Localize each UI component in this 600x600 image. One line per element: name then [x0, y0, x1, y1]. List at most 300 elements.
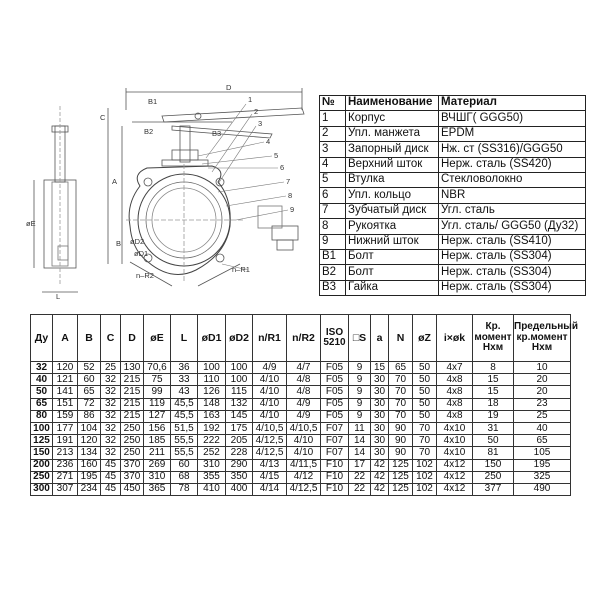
dimensions-cell: 191	[53, 435, 78, 447]
dimensions-row	[31, 471, 571, 483]
dimensions-cell: 86	[78, 410, 101, 422]
parts-cell-material: NBR	[439, 188, 586, 203]
dimensions-cell: 365	[144, 483, 171, 495]
dimensions-cell-nominal-diameter: 50	[31, 386, 53, 398]
dimensions-header-cell: C	[101, 315, 121, 362]
dimensions-cell: 127	[144, 410, 171, 422]
drawing-label-d: D	[226, 83, 232, 92]
dimensions-cell: 25	[514, 410, 571, 422]
dimensions-cell: 30	[371, 422, 389, 434]
dimensions-header-cell: Кр. момент Нхм	[473, 315, 514, 362]
dimensions-cell-nominal-diameter: 65	[31, 398, 53, 410]
dimensions-table	[30, 314, 578, 496]
drawing-label-9: 9	[290, 205, 295, 214]
dimensions-cell: 30	[371, 374, 389, 386]
dimensions-cell: 115	[226, 386, 253, 398]
dimensions-cell: 55,5	[171, 447, 198, 459]
dimensions-cell: 307	[53, 483, 78, 495]
dimensions-cell: 4x10	[437, 422, 473, 434]
dimensions-cell-nominal-diameter: 200	[31, 459, 53, 471]
parts-cell-material: Нерж. сталь (SS420)	[439, 157, 586, 172]
dimensions-cell: 102	[413, 483, 437, 495]
dimensions-cell: 4x7	[437, 362, 473, 374]
dimensions-cell: 102	[413, 471, 437, 483]
side-view	[34, 106, 78, 292]
dimensions-cell: 23	[514, 398, 571, 410]
parts-cell-number: 3	[320, 142, 346, 157]
dimensions-cell: 70	[413, 447, 437, 459]
dimensions-cell: 9	[349, 374, 371, 386]
dimensions-cell: 175	[226, 422, 253, 434]
drawing-label-7: 7	[286, 177, 291, 186]
dimensions-cell: 4/15	[253, 471, 287, 483]
dimensions-cell: 100	[226, 374, 253, 386]
dimensions-cell: 269	[144, 459, 171, 471]
dimensions-cell: 145	[226, 410, 253, 422]
dimensions-cell: 4/7	[287, 362, 321, 374]
dimensions-cell: 17	[349, 459, 371, 471]
dimensions-cell: 195	[514, 459, 571, 471]
parts-cell-material: Нж. ст (SS316)/GGG50	[439, 142, 586, 157]
dimensions-cell: 33	[171, 374, 198, 386]
dimensions-cell: 400	[226, 483, 253, 495]
parts-cell-number: B2	[320, 265, 346, 280]
parts-row	[320, 157, 586, 172]
parts-cell-number: 5	[320, 172, 346, 187]
dimensions-cell: 8	[473, 362, 514, 374]
drawing-label-8: 8	[288, 191, 293, 200]
dimensions-cell: 252	[198, 447, 226, 459]
dimensions-cell: 70	[389, 410, 413, 422]
drawing-label-6: 6	[280, 163, 285, 172]
dimensions-header-cell: øE	[144, 315, 171, 362]
dimensions-header-cell: B	[78, 315, 101, 362]
dimensions-cell: 50	[413, 374, 437, 386]
dimensions-cell: 125	[389, 459, 413, 471]
dimensions-cell: 4/10	[287, 435, 321, 447]
dimensions-cell: 370	[121, 459, 144, 471]
parts-cell-name: Болт	[346, 249, 439, 264]
dimensions-cell: 100	[226, 362, 253, 374]
dimensions-cell: 4/9	[287, 410, 321, 422]
parts-cell-number: 6	[320, 188, 346, 203]
dimensions-cell: 50	[413, 386, 437, 398]
parts-cell-material: ВЧШГ( GGG50)	[439, 111, 586, 126]
dimensions-cell: 32	[101, 422, 121, 434]
dimensions-cell: 4x12	[437, 471, 473, 483]
dimensions-cell: 31	[473, 422, 514, 434]
dimensions-cell: 70	[389, 374, 413, 386]
dimensions-header-cell: i×øk	[437, 315, 473, 362]
dimensions-cell: 4/12	[287, 471, 321, 483]
parts-cell-name: Запорный диск	[346, 142, 439, 157]
parts-cell-material: Нерж. сталь (SS410)	[439, 234, 586, 249]
dimensions-cell: 100	[198, 362, 226, 374]
valve-technical-drawing	[22, 83, 312, 301]
dimensions-cell: 4/10,5	[287, 422, 321, 434]
drawing-label-4: 4	[266, 137, 271, 146]
dimensions-header-cell: □S	[349, 315, 371, 362]
dimensions-cell: 9	[349, 398, 371, 410]
dimensions-cell: 110	[198, 374, 226, 386]
drawing-label-b1: B1	[148, 97, 158, 106]
dimensions-cell: 32	[101, 447, 121, 459]
dimensions-cell: 4/10	[253, 374, 287, 386]
parts-cell-name: Болт	[346, 265, 439, 280]
dimensions-cell: 90	[389, 447, 413, 459]
dimensions-cell: 4x8	[437, 386, 473, 398]
dimensions-row	[31, 362, 571, 374]
dimensions-cell: 125	[389, 483, 413, 495]
dimensions-cell: 4x12	[437, 483, 473, 495]
dimensions-header-row	[31, 315, 571, 362]
dimensions-cell: 99	[144, 386, 171, 398]
dimensions-cell: 70	[413, 435, 437, 447]
parts-cell-material: Нерж. сталь (SS304)	[439, 265, 586, 280]
drawing-label-b3: B3	[212, 129, 222, 138]
drawing-label-a: A	[112, 177, 118, 186]
dimensions-header-cell: n/R1	[253, 315, 287, 362]
dimensions-cell: 65	[78, 386, 101, 398]
parts-cell-number: 4	[320, 157, 346, 172]
dimensions-cell: 148	[198, 398, 226, 410]
dimensions-cell: 90	[389, 422, 413, 434]
dimensions-row	[31, 398, 571, 410]
dimensions-cell: 250	[121, 447, 144, 459]
dimensions-cell: 4x8	[437, 374, 473, 386]
dimensions-cell: 102	[413, 459, 437, 471]
dimensions-header-cell: øD2	[226, 315, 253, 362]
dimensions-cell: 32	[101, 435, 121, 447]
dimensions-cell: 70	[389, 386, 413, 398]
dimensions-cell: 134	[78, 447, 101, 459]
dimensions-cell: 159	[53, 410, 78, 422]
parts-cell-material: Угл. сталь/ GGG50 (Ду32)	[439, 219, 586, 234]
dimensions-cell: 4x12	[437, 459, 473, 471]
dimensions-cell-nominal-diameter: 250	[31, 471, 53, 483]
dimensions-cell: 215	[121, 374, 144, 386]
dimensions-cell: 4/12,5	[287, 483, 321, 495]
dimensions-cell: 4/11,5	[287, 459, 321, 471]
dimensions-cell: 192	[198, 422, 226, 434]
dimensions-cell: 20	[514, 374, 571, 386]
dimensions-cell: 130	[121, 362, 144, 374]
dimensions-cell: F07	[321, 447, 349, 459]
drawing-label-e: øE	[26, 219, 36, 228]
dimensions-header-cell: a	[371, 315, 389, 362]
dimensions-cell: 370	[121, 471, 144, 483]
parts-cell-name: Верхний шток	[346, 157, 439, 172]
drawing-label-r2: n–R2	[136, 271, 154, 280]
dimensions-cell: 450	[121, 483, 144, 495]
dimensions-cell: 132	[226, 398, 253, 410]
dimensions-cell: 250	[121, 435, 144, 447]
dimensions-cell: 30	[371, 410, 389, 422]
dimensions-row	[31, 410, 571, 422]
parts-cell-material: Стекловолокно	[439, 172, 586, 187]
parts-cell-name: Упл. манжета	[346, 126, 439, 141]
dimensions-header-cell: øZ	[413, 315, 437, 362]
dimensions-cell: 104	[78, 422, 101, 434]
dimensions-cell: 20	[514, 386, 571, 398]
parts-cell-name: Корпус	[346, 111, 439, 126]
dimensions-cell: 32	[101, 398, 121, 410]
dimensions-cell: 4x10	[437, 447, 473, 459]
dimensions-cell: 50	[473, 435, 514, 447]
dimensions-cell: 19	[473, 410, 514, 422]
dimensions-cell: 81	[473, 447, 514, 459]
dimensions-cell: 205	[226, 435, 253, 447]
dimensions-cell: 15	[473, 374, 514, 386]
parts-row	[320, 265, 586, 280]
dimensions-cell: 70	[413, 422, 437, 434]
dimensions-cell: 42	[371, 483, 389, 495]
parts-cell-number: 1	[320, 111, 346, 126]
dimensions-header-cell: D	[121, 315, 144, 362]
dimensions-header-cell: Предельный кр.момент Нхм	[514, 315, 571, 362]
dimensions-cell: F05	[321, 374, 349, 386]
parts-row	[320, 234, 586, 249]
parts-row	[320, 111, 586, 126]
dimensions-cell: 45,5	[171, 410, 198, 422]
dimensions-cell: 11	[349, 422, 371, 434]
dimensions-header-cell: øD1	[198, 315, 226, 362]
dimensions-cell: 215	[121, 410, 144, 422]
dimensions-cell: 45	[101, 471, 121, 483]
parts-cell-name: Рукоятка	[346, 219, 439, 234]
dimensions-cell: 50	[413, 410, 437, 422]
dimensions-cell-nominal-diameter: 300	[31, 483, 53, 495]
dimensions-cell: 355	[198, 471, 226, 483]
dimensions-cell: 271	[53, 471, 78, 483]
dimensions-cell: F05	[321, 386, 349, 398]
dimensions-header-cell: Ду	[31, 315, 53, 362]
dimensions-cell: 141	[53, 386, 78, 398]
dimensions-cell-nominal-diameter: 32	[31, 362, 53, 374]
dimensions-cell: 30	[371, 447, 389, 459]
dimensions-cell: 18	[473, 398, 514, 410]
dimensions-cell: 70,6	[144, 362, 171, 374]
dimensions-cell: 126	[198, 386, 226, 398]
dimensions-cell: 55,5	[171, 435, 198, 447]
dimensions-cell: 119	[144, 398, 171, 410]
dimensions-cell: 290	[226, 459, 253, 471]
parts-cell-number: 9	[320, 234, 346, 249]
dimensions-row	[31, 422, 571, 434]
parts-row	[320, 172, 586, 187]
dimensions-row	[31, 374, 571, 386]
parts-cell-number: 8	[320, 219, 346, 234]
parts-cell-number: B1	[320, 249, 346, 264]
dimensions-cell: 228	[226, 447, 253, 459]
dimensions-cell: 9	[349, 410, 371, 422]
dimensions-cell: F10	[321, 459, 349, 471]
dimensions-cell: 4/10,5	[253, 422, 287, 434]
dimensions-cell: 250	[473, 471, 514, 483]
drawing-label-r1: n–R1	[232, 265, 250, 274]
dimensions-cell: 250	[121, 422, 144, 434]
dimensions-cell: 30	[371, 386, 389, 398]
dimensions-header-cell: L	[171, 315, 198, 362]
dimensions-cell: 4/14	[253, 483, 287, 495]
parts-row	[320, 188, 586, 203]
dimensions-cell: 45	[101, 483, 121, 495]
dimensions-cell: 234	[78, 483, 101, 495]
dimensions-cell: 90	[389, 435, 413, 447]
parts-row	[320, 219, 586, 234]
dimensions-cell: 120	[78, 435, 101, 447]
dimensions-cell: 163	[198, 410, 226, 422]
dimensions-cell: 32	[101, 374, 121, 386]
dimensions-cell: F07	[321, 435, 349, 447]
dimensions-cell: 22	[349, 471, 371, 483]
dimensions-cell: 51,5	[171, 422, 198, 434]
dimensions-cell: 22	[349, 483, 371, 495]
dimensions-cell: 160	[78, 459, 101, 471]
dimensions-header-cell: ISO 5210	[321, 315, 349, 362]
parts-row	[320, 249, 586, 264]
dimensions-cell-nominal-diameter: 80	[31, 410, 53, 422]
dimensions-cell: 15	[371, 362, 389, 374]
dimensions-cell: 4/10	[253, 386, 287, 398]
dimensions-cell: 9	[349, 386, 371, 398]
drawing-label-l: L	[56, 292, 61, 301]
parts-row	[320, 203, 586, 218]
dimensions-cell: 310	[198, 459, 226, 471]
dimensions-cell: 68	[171, 471, 198, 483]
dimensions-cell: 65	[389, 362, 413, 374]
parts-cell-name: Упл. кольцо	[346, 188, 439, 203]
dimensions-cell: 4/12,5	[253, 435, 287, 447]
dimensions-header-cell: A	[53, 315, 78, 362]
dimensions-cell: 213	[53, 447, 78, 459]
dimensions-cell: 4/8	[287, 374, 321, 386]
dimensions-cell: 15	[473, 386, 514, 398]
dimensions-cell: 4x8	[437, 398, 473, 410]
dimensions-cell: 52	[78, 362, 101, 374]
dimensions-cell: 60	[78, 374, 101, 386]
parts-header-number: №	[320, 96, 346, 111]
dimensions-cell: 4/10	[253, 398, 287, 410]
dimensions-cell: 490	[514, 483, 571, 495]
dimensions-cell: 4/10	[287, 447, 321, 459]
dimensions-row	[31, 459, 571, 471]
parts-header-name: Наименование	[346, 96, 439, 111]
dimensions-cell: 4x8	[437, 410, 473, 422]
parts-cell-name: Втулка	[346, 172, 439, 187]
dimensions-cell: 45,5	[171, 398, 198, 410]
dimensions-cell: 156	[144, 422, 171, 434]
dimensions-cell: 215	[121, 386, 144, 398]
dimensions-cell: 30	[371, 435, 389, 447]
dimensions-cell: 70	[389, 398, 413, 410]
dimensions-cell-nominal-diameter: 100	[31, 422, 53, 434]
dimensions-cell: 36	[171, 362, 198, 374]
parts-cell-material: Нерж. сталь (SS304)	[439, 280, 586, 295]
dimensions-cell: F10	[321, 483, 349, 495]
parts-header-row	[320, 96, 586, 111]
drawing-label-b: B	[116, 239, 122, 248]
dimensions-cell: 4/9	[287, 398, 321, 410]
dimensions-cell: 350	[226, 471, 253, 483]
dimensions-cell: 222	[198, 435, 226, 447]
dimensions-cell: 42	[371, 459, 389, 471]
dimensions-cell: 65	[514, 435, 571, 447]
dimensions-row	[31, 435, 571, 447]
dimensions-row	[31, 447, 571, 459]
dimensions-cell: 9	[349, 362, 371, 374]
dimensions-cell: 72	[78, 398, 101, 410]
dimensions-row	[31, 386, 571, 398]
dimensions-cell: F05	[321, 398, 349, 410]
drawing-label-2: 2	[254, 107, 259, 116]
dimensions-cell: 4/13	[253, 459, 287, 471]
dimensions-header-cell: N	[389, 315, 413, 362]
dimensions-cell: 4/10	[253, 410, 287, 422]
dimensions-cell: 4/8	[287, 386, 321, 398]
valve-body	[126, 164, 244, 286]
dimensions-cell: 4/9	[253, 362, 287, 374]
parts-cell-number: 7	[320, 203, 346, 218]
dimensions-cell-nominal-diameter: 125	[31, 435, 53, 447]
dimensions-cell: 60	[171, 459, 198, 471]
dimensions-cell: 195	[78, 471, 101, 483]
drawing-label-3: 3	[258, 119, 263, 128]
parts-cell-name: Нижний шток	[346, 234, 439, 249]
dimensions-cell: 151	[53, 398, 78, 410]
dimensions-cell: 30	[371, 398, 389, 410]
dimensions-cell: 32	[101, 410, 121, 422]
parts-cell-material: Нерж. сталь (SS304)	[439, 249, 586, 264]
dimensions-cell: 215	[121, 398, 144, 410]
parts-cell-material: Угл. сталь	[439, 203, 586, 218]
dimensions-cell: 150	[473, 459, 514, 471]
parts-table	[319, 95, 586, 296]
dimensions-row	[31, 483, 571, 495]
dimensions-cell: 211	[144, 447, 171, 459]
dimensions-cell: 32	[101, 386, 121, 398]
dimensions-cell: 236	[53, 459, 78, 471]
dimensions-cell: 177	[53, 422, 78, 434]
drawing-label-b2: B2	[144, 127, 154, 136]
dimensions-cell: F07	[321, 422, 349, 434]
dimensions-cell: 25	[101, 362, 121, 374]
dimensions-cell: 105	[514, 447, 571, 459]
parts-row	[320, 142, 586, 157]
dimensions-cell-nominal-diameter: 40	[31, 374, 53, 386]
drawing-label-d1: øD1	[134, 249, 149, 258]
dimensions-cell: 50	[413, 362, 437, 374]
drawing-label-c: C	[100, 113, 106, 122]
dimensions-cell-nominal-diameter: 150	[31, 447, 53, 459]
dimensions-cell: 75	[144, 374, 171, 386]
dimensions-cell: 14	[349, 435, 371, 447]
dimensions-cell: F10	[321, 471, 349, 483]
dimensions-cell: 325	[514, 471, 571, 483]
dimensions-cell: 310	[144, 471, 171, 483]
dimensions-cell: F05	[321, 362, 349, 374]
parts-row	[320, 280, 586, 295]
dimensions-cell: 410	[198, 483, 226, 495]
parts-row	[320, 126, 586, 141]
parts-cell-number: B3	[320, 280, 346, 295]
dimensions-cell: 10	[514, 362, 571, 374]
dimensions-cell: 121	[53, 374, 78, 386]
parts-header-material: Материал	[439, 96, 586, 111]
dimensions-header-cell: n/R2	[287, 315, 321, 362]
dimensions-cell: 125	[389, 471, 413, 483]
dimensions-cell: 4/12,5	[253, 447, 287, 459]
